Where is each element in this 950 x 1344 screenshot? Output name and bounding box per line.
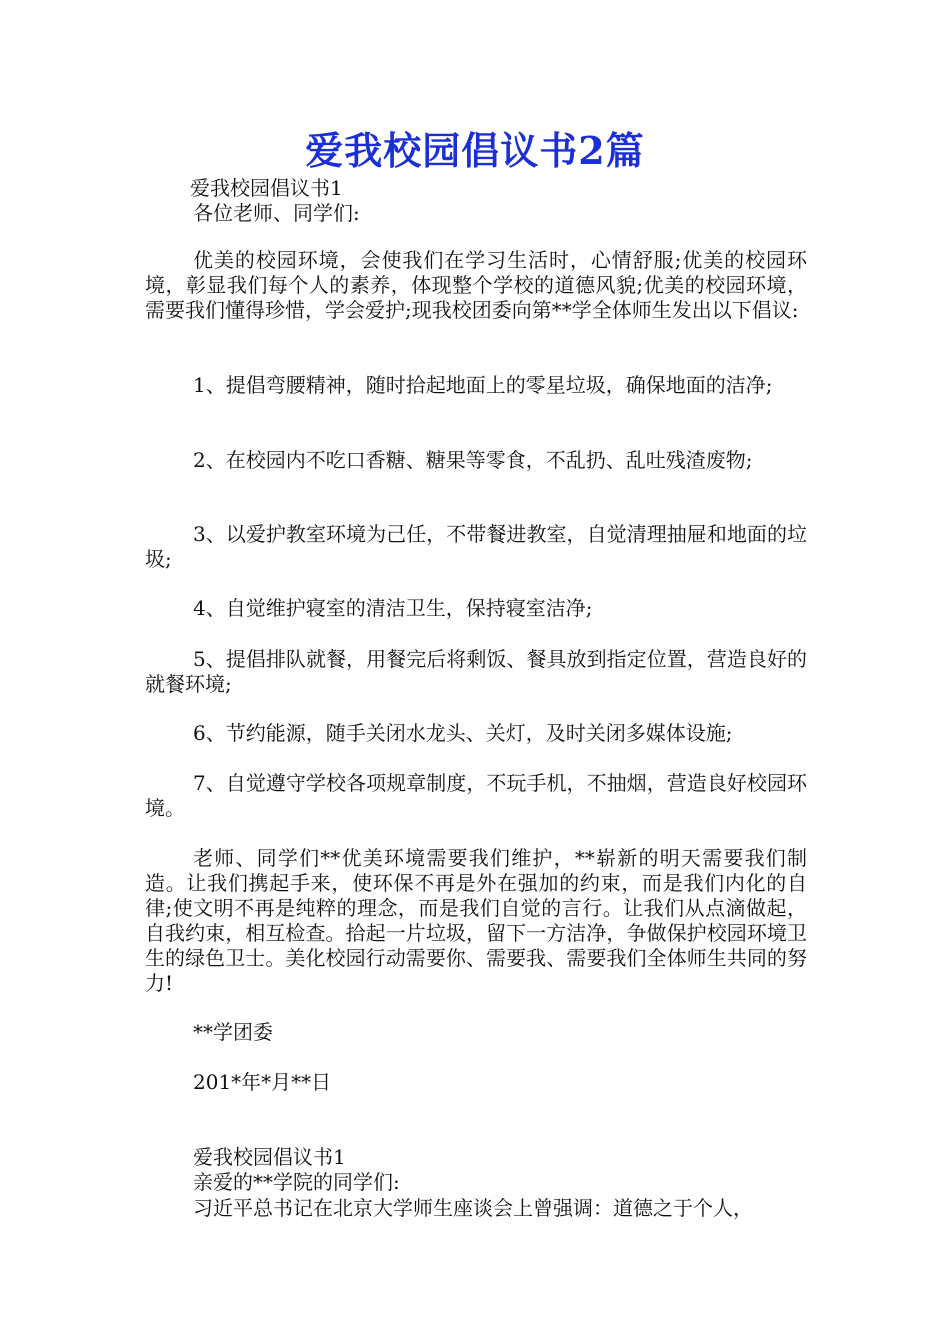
- proposal-item-4: 4、自觉维护寝室的清洁卫生，保持寝室洁净;: [193, 596, 593, 620]
- part2-heading: 爱我校园倡议书1: [193, 1145, 346, 1169]
- proposal-item-5: 5、提倡排队就餐，用餐完后将剩饭、餐具放到指定位置，营造良好的就餐环境;: [145, 647, 807, 696]
- part1-heading: 爱我校园倡议书1: [190, 176, 343, 200]
- part1-intro-paragraph: 优美的校园环境，会使我们在学习生活时，心情舒服;优美的校园环境，彰显我们每个人的素养，体现整个学校的道德风貌;优美的校园环境，需要我们懂得珍惜，学会爱护;现我校团委向第**学全体师生发出以下倡议:: [145, 248, 807, 322]
- document-title: 爱我校园倡议书2篇: [305, 128, 645, 173]
- part1-salutation: 各位老师、同学们:: [193, 201, 360, 225]
- proposal-item-3: 3、以爱护教室环境为己任，不带餐进教室，自觉清理抽屉和地面的垃圾;: [145, 522, 807, 571]
- part1-closing-paragraph: 老师、同学们**优美环境需要我们维护，**崭新的明天需要我们制造。让我们携起手来，使环保不再是外在强加的约束，而是我们内化的自律;使文明不再是纯粹的理念，而是我们自觉的言行。让我们从点滴做起，自我约束，相互检查。拾起一片垃圾，留下一方洁净，争做保护校园环境卫生的绿色卫士。美化校园行动需要你、需要我、需要我们全体师生共同的努力!: [145, 846, 807, 995]
- part1-date: 201*年*月**日: [193, 1070, 332, 1094]
- proposal-item-7: 7、自觉遵守学校各项规章制度，不玩手机，不抽烟，营造良好校园环境。: [145, 771, 807, 820]
- proposal-item-1: 1、提倡弯腰精神，随时拾起地面上的零星垃圾，确保地面的洁净;: [193, 373, 773, 397]
- part2-salutation: 亲爱的**学院的同学们:: [193, 1170, 400, 1194]
- proposal-item-6: 6、节约能源，随手关闭水龙头、关灯，及时关闭多媒体设施;: [193, 721, 733, 745]
- proposal-item-2: 2、在校园内不吃口香糖、糖果等零食，不乱扔、乱吐残渣废物;: [193, 448, 753, 472]
- part2-first-line: 习近平总书记在北京大学师生座谈会上曾强调：道德之于个人，: [193, 1196, 753, 1220]
- part1-signature: **学团委: [193, 1020, 273, 1044]
